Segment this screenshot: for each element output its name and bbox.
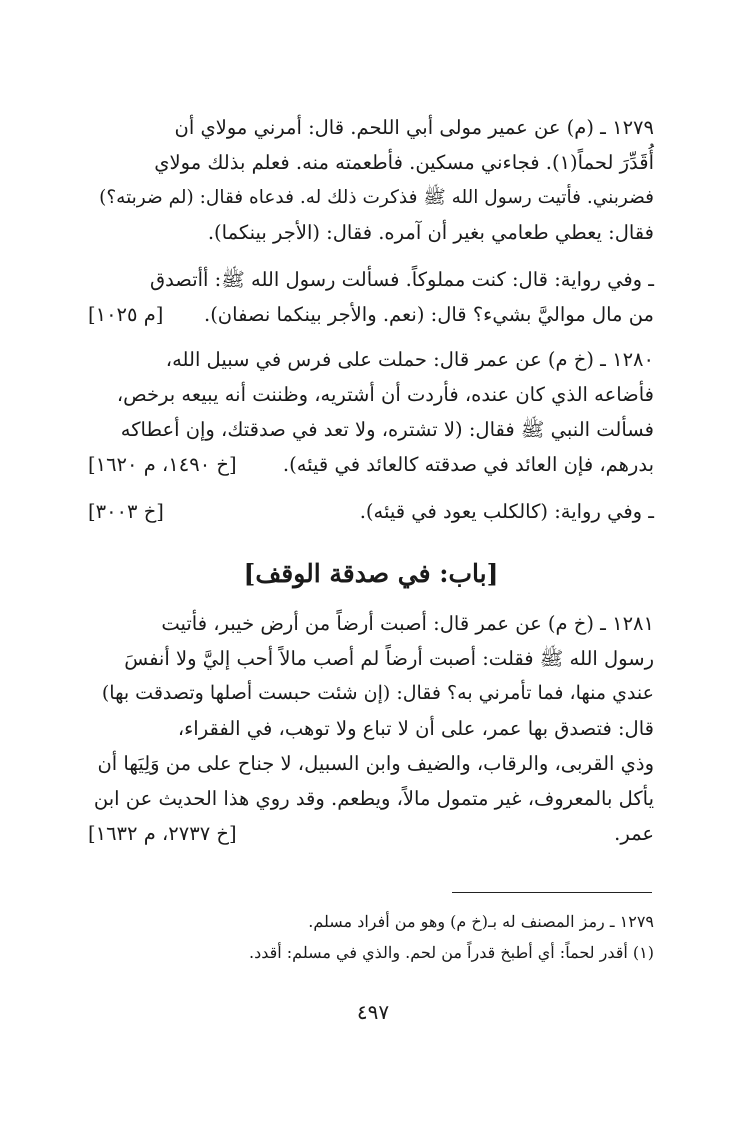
source-reference: [خ ١٤٩٠، م ١٦٢٠] — [88, 453, 237, 476]
hadith-1280-line: ١٢٨٠ ـ (خ م) عن عمر قال: حملت على فرس في سبيل الله، — [165, 348, 654, 371]
riwaya-1279-line: ـ وفي رواية: قال: كنت مملوكاً. فسألت رسول الله ﷺ: أأتصدق — [149, 268, 654, 291]
riwaya-1279-text: من مال مواليَّ بشيء؟ قال: (نعم. والأجر بينكما نصفان). — [204, 303, 654, 326]
source-reference: [م ١٠٢٥] — [88, 303, 164, 326]
riwaya-1279-last-line — [88, 297, 654, 332]
source-reference: [خ ٣٠٠٣] — [88, 500, 164, 523]
footnote: ١٢٧٩ ـ رمز المصنف له بـ(خ م) وهو من أفراد مسلم. — [308, 912, 654, 931]
hadith-1281 — [88, 606, 654, 851]
riwaya-1280-line — [88, 494, 654, 529]
riwaya-1280-text: ـ وفي رواية: (كالكلب يعود في قيئه). — [359, 500, 654, 523]
hadith-1279-line: أُقَدِّرَ لحماً(١). فجاءني مسكين. فأطعمته منه. فعلم بذلك مولاي — [154, 151, 654, 174]
chapter-heading: [باب: في صدقة الوقف] — [243, 559, 499, 588]
hadith-1279-line: ١٢٧٩ ـ (م) عن عمير مولى أبي اللحم. قال: أمرني مولاي أن — [174, 116, 654, 139]
hadith-1279-line: فقال: يعطي طعامي بغير أن آمره. فقال: (الأجر بينكما). — [207, 221, 654, 244]
hadith-1280-line: فأضاعه الذي كان عنده، فأردت أن أشتريه، وظننت أنه يبيعه برخص، — [116, 383, 654, 406]
hadith-1281-line: عندي منها، فما تأمرني به؟ فقال: (إن شئت حبست أصلها وتصدقت بها) — [101, 682, 654, 704]
hadith-1280-text: بدرهم، فإن العائد في صدقته كالعائد في قيئه). — [282, 453, 654, 476]
hadith-1281-text: عمر. — [614, 822, 654, 845]
riwaya-1279 — [88, 262, 654, 332]
hadith-1281-line: ١٢٨١ ـ (خ م) عن عمر قال: أصبت أرضاً من أرض خيبر، فأتيت — [161, 612, 654, 635]
hadith-1281-line: رسول الله ﷺ فقلت: أصبت أرضاً لم أصب مالاً أحب إليَّ ولا أنفسَ — [124, 647, 654, 670]
page-number: ٤٩٧ — [356, 1000, 390, 1024]
hadith-1280-last-line — [88, 447, 654, 482]
hadith-1279 — [88, 110, 654, 250]
hadith-1281-line: يأكل بالمعروف، غير متمول مالاً، ويطعم. وقد روي هذا الحديث عن ابن — [93, 787, 654, 810]
hadith-1281-line: وذي القربى، والرقاب، والضيف وابن السبيل، لا جناح على من وَلِيَها أن — [97, 752, 654, 775]
hadith-1280-line: فسألت النبي ﷺ فقال: (لا تشتره، ولا تعد في صدقتك، وإن أعطاكه — [120, 418, 654, 441]
hadith-1280 — [88, 342, 654, 482]
footnotes — [150, 906, 654, 968]
source-reference: [خ ٢٧٣٧، م ١٦٣٢] — [88, 822, 237, 845]
hadith-1281-last-line — [88, 816, 654, 851]
footnote: (١) أقدر لحماً: أي أطبخ قدراً من لحم. والذي في مسلم: أقدد. — [248, 943, 654, 962]
hadith-1281-line: قال: فتصدق بها عمر، على أن لا تباع ولا توهب، في الفقراء، — [177, 717, 654, 740]
hadith-1279-line: فضربني. فأتيت رسول الله ﷺ فذكرت ذلك له. فدعاه فقال: (لم ضربته؟) — [99, 187, 654, 208]
riwaya-1280 — [88, 494, 654, 529]
footnote-separator — [452, 892, 652, 893]
